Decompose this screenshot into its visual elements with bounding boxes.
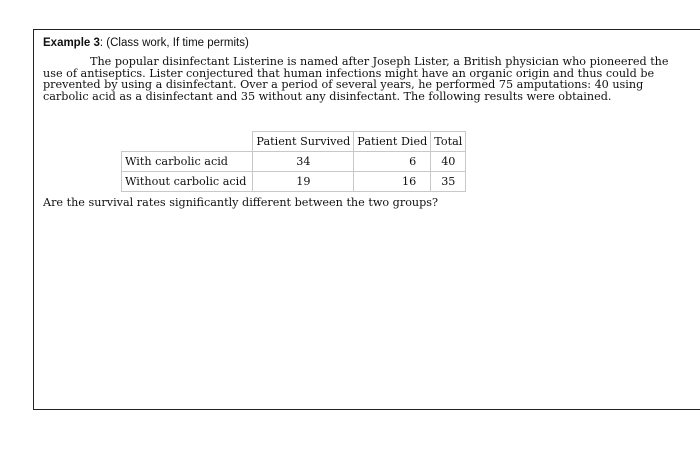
table-row bbox=[122, 152, 466, 172]
cell-total: 40 bbox=[431, 152, 466, 172]
table-row bbox=[122, 172, 466, 192]
table-header-row bbox=[122, 132, 466, 152]
example-label: Example 3 bbox=[43, 37, 100, 49]
cell-survived: 19 bbox=[253, 172, 354, 192]
cell-died: 6 bbox=[354, 152, 431, 172]
question-text: Are the survival rates significantly different between the two groups? bbox=[43, 196, 439, 209]
column-header-died: Patient Died bbox=[354, 132, 431, 152]
problem-paragraph: The popular disinfectant Listerine is named after Joseph Lister, a British physician who pioneered the use of antiseptics. Lister conjectured that human infections might have an organic origin and thus could be prevented by using a disinfectant. Over a period of several years, he performed 75 amputations: 40 using carbolic acid as a disinfectant and 35 without any disinfectant. The following results were obtained. bbox=[43, 55, 669, 103]
row-label: Without carbolic acid bbox=[122, 172, 253, 192]
table-corner-cell bbox=[122, 132, 253, 152]
row-label: With carbolic acid bbox=[122, 152, 253, 172]
results-table bbox=[121, 131, 466, 192]
cell-total: 35 bbox=[431, 172, 466, 192]
example-note: : (Class work, If time permits) bbox=[99, 37, 249, 49]
column-header-total: Total bbox=[431, 132, 466, 152]
cell-died: 16 bbox=[354, 172, 431, 192]
example-heading bbox=[43, 37, 249, 49]
cell-survived: 34 bbox=[253, 152, 354, 172]
column-header-survived: Patient Survived bbox=[253, 132, 354, 152]
